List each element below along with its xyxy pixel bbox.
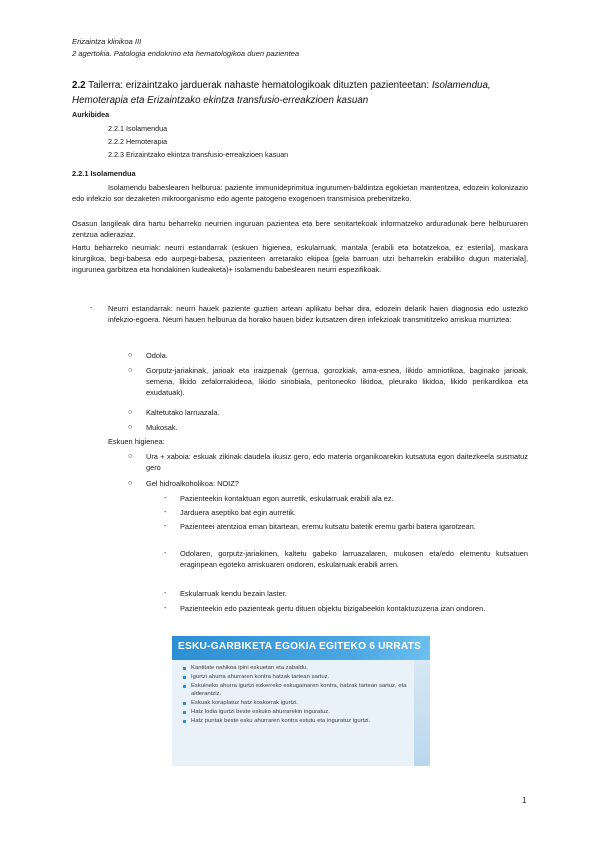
dash-bullet: - [164,588,167,597]
circle-bullet-icon: ○ [128,365,133,374]
section-title-plain: Tailerra: erizaintzako jarduerak nahaste hematologikoak dituzten pazienteetan: [88,80,432,91]
paragraph-protective-isolation: Isolamendu babeslearen helburua: paziente immunideprimitua ingurumen-baldintza egokietan mantentzea, edozein kolonizazio edo infekzio sor dezaketen mikroorganismo edo agente patogeno exogenoen transmisioa prebenitzeko. [72,183,528,204]
standard-item-mucosa: Mukosak. [146,423,178,432]
section-number: 2.2 [72,80,86,91]
standard-item-blood: Odola. [146,351,168,360]
running-header [72,36,299,60]
toc-item[interactable]: 2.2.1 Isolamendua [108,124,168,133]
hygiene-soap-water: Ura + xaboia: eskuak zikinak daudela ikusiz gero, edo materia organikoarekin kutsatuta egon daitezkeela susmatuz gero [146,452,528,473]
circle-bullet-icon: ○ [128,478,133,487]
gel-moment-item: Eskularruak kendu bezain laster. [180,589,287,598]
dash-bullet: - [164,493,167,502]
gel-moment-item: Pazienteei atentzioa eman bitartean, eremu kutsatu batetik eremu garbi batera igarotzean. [180,522,476,531]
circle-bullet-icon: ○ [128,407,133,416]
toc-label: Aurkibidea [72,110,110,119]
section-title-italic: Isolamendua, Hemoterapia eta Erizaintzako ekintza transfusio-erreakzioen kasuan [72,80,491,106]
figure-step: Hatz lodia igurtzi beste eskuko ahurrarekin inguratuz. [182,708,416,717]
figure-step: Igurtzi ahurra ahurraren kontra hatzak tartean sartuz. [182,673,416,682]
figure-step: Hatz puntak beste esku ahurraren kontra estutu eta inguratuz igurtzi. [182,717,416,726]
page-number: 1 [522,796,527,805]
figure-title: ESKU-GARBIKETA EGOKIA EGITEKO 6 URRATS [178,641,422,652]
gel-moment-item: Pazienteekin kontaktuan egon aurretik, eskularruak erabili ala ez. [180,494,394,503]
hygiene-gel-question: Gel hidroalkoholikoa: NOIZ? [146,479,239,488]
figure-step: Eskuineko ahurra igurtzi ezkerreko eskugainaren kontra, hatzak tartean sartuz, eta alderantziz. [182,682,416,700]
dash-bullet: - [90,303,93,312]
subsection-title: 2.2.1 Isolamendua [72,169,136,178]
dash-bullet: - [164,603,167,612]
dash-bullet: - [164,548,167,557]
circle-bullet-icon: ○ [128,422,133,431]
paragraph-staff-responsibility: Osasun langileak dira hartu beharreko neurrien inguruan pazientea eta bere senitartekoak informatzeko arduradunak bere helburuaren zentzua adieraziaz. [72,219,528,240]
header-scenario: 2 agertokia. Patologia endokrino eta hematologikoa duen pazientea [72,49,300,58]
circle-bullet-icon: ○ [128,451,133,460]
dash-bullet: - [164,507,167,516]
standard-measures-text: Neurri estandarrak: neurri hauek paziente guztien artean aplikatu behar dira, edozein delarik haien diagnosia edo ustezko infekzio-egoera. Neurri hauen helburua da horako hauen bidez kutsatzen diren infekzioak transmititzeko arriskua murriztea: [108,304,528,325]
figure-decoration [414,660,430,766]
toc-item[interactable]: 2.2.3 Erizaintzako ekintza transfusio-erreakzioen kasuan [108,150,289,159]
standard-item-damaged-skin: Kaltetutako larruazala. [146,408,220,417]
figure-step: Eskuak koraplatuz hatz koskorrak igurtzi. [182,699,416,708]
dash-bullet: - [164,521,167,530]
figure-steps [182,664,416,726]
gel-moment-item: Pazienteekin edo pazienteak gertu dituen objektu bizigabeekin kontaktuzuzena izan ondoren. [180,604,486,613]
header-course: Erizaintza klinikoa III [72,37,142,46]
hand-hygiene-label: Eskuen higienea: [108,437,165,446]
toc-item[interactable]: 2.2.2 Hemoterapia [108,137,168,146]
section-title [72,78,532,108]
circle-bullet-icon: ○ [128,350,133,359]
figure-step: Kantitate nahikoa ipini eskuetan eta zabaldu. [182,664,416,673]
figure-banner [172,636,430,660]
gel-moment-item: Odolaren, gorputz-jariakinen, kaltetu gabeko larruazalaren, mukosen eta/edo elementu kutsatuen eraginpean egoteko arriskuaren ondoren, eskularruak erabili arren. [180,549,528,570]
gel-moment-item: Jarduera aseptiko bat egin aurretik. [180,508,296,517]
paragraph-measures: Hartu beharreko neurriak: neurri estandarrak (eskuen higienea, eskularruak, mantala [erabili eta botatzekoa, ez esterila], maskara kirurgikoa, begi-babesa edo aurpegi-babesa, pazienteen arretarako ekipoa [gela barruan utzi beharrekin erabiliko dugun materiala], ingurunea garbitzea eta hondakinen kudeaketa)+ isolamendu babeslearen neurri espezifikoak. [72,243,528,275]
standard-item-body-fluids: Gorputz-jariakinak, jarioak eta iraizpenak (gernua, gorozkiak, ama-esnea, likido amniotikoa, baginako jarioak, semena, likido zefalorrakideoa, likido sinobiala, peritoneoko likidoa, pleurako likidoa, likido perikardikoa eta exudatuak). [146,366,528,398]
hand-washing-figure [172,636,430,766]
